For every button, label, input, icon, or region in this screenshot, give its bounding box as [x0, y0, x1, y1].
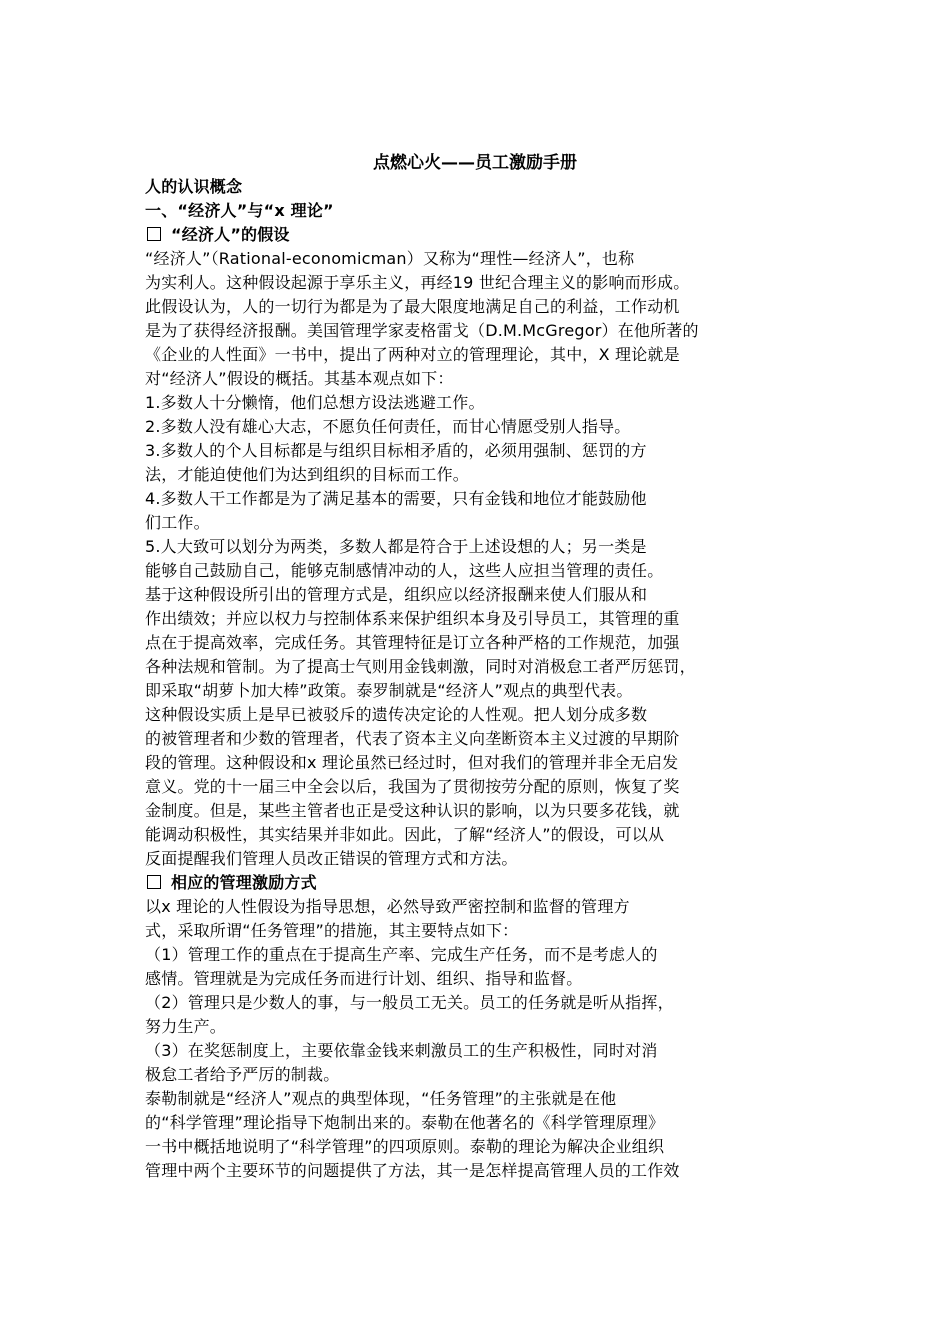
paragraph-line: 是为了获得经济报酬。美国管理学家麦格雷戈（D.M.McGregor）在他所著的: [145, 321, 699, 340]
section-heading: 人的认识概念: [145, 177, 243, 196]
paragraph-line: 一书中概括地说明了“科学管理”的四项原则。泰勒的理论为解决企业组织: [145, 1137, 665, 1156]
paragraph-line: 反面提醒我们管理人员改正错误的管理方式和方法。: [145, 849, 518, 868]
checkbox-icon: [147, 875, 161, 889]
list-item: 们工作。: [145, 513, 210, 532]
paragraph-line: 基于这种假设所引出的管理方式是，组织应以经济报酬来使人们服从和: [145, 585, 648, 604]
paragraph-line: 此假设认为，人的一切行为都是为了最大限度地满足自己的利益，工作动机: [145, 297, 680, 316]
subheading: 一、“经济人”与“x 理论”: [145, 201, 334, 220]
bullet-heading-text: “经济人”的假设: [171, 225, 290, 244]
paragraph-line: 金制度。但是，某些主管者也正是受这种认识的影响，以为只要多花钱，就: [145, 801, 680, 820]
paragraph-line: 为实利人。这种假设起源于享乐主义，再经19 世纪合理主义的影响而形成。: [145, 273, 690, 292]
paragraph-line: 点在于提高效率，完成任务。其管理特征是订立各种严格的工作规范，加强: [145, 633, 680, 652]
bullet-heading-text: 相应的管理激励方式: [171, 873, 317, 892]
paragraph-line: （1）管理工作的重点在于提高生产率、完成生产任务，而不是考虑人的: [145, 945, 658, 964]
paragraph-line: 努力生产。: [145, 1017, 227, 1036]
paragraph-line: 作出绩效；并应以权力与控制体系来保护组织本身及引导员工，其管理的重: [145, 609, 680, 628]
list-item: 法，才能迫使他们为达到组织的目标而工作。: [145, 465, 470, 484]
paragraph-line: 对“经济人”假设的概括。其基本观点如下：: [145, 369, 454, 388]
paragraph-line: （2）管理只是少数人的事，与一般员工无关。员工的任务就是听从指挥，: [145, 993, 674, 1012]
list-item: 4.多数人干工作都是为了满足基本的需要，只有金钱和地位才能鼓励他: [145, 489, 647, 508]
paragraph-line: 泰勒制就是“经济人”观点的典型体现，“任务管理”的主张就是在他: [145, 1089, 617, 1108]
checkbox-icon: [147, 227, 161, 241]
paragraph-line: 即采取“胡萝卜加大棒”政策。泰罗制就是“经济人”观点的典型代表。: [145, 681, 633, 700]
list-item: 3.多数人的个人目标都是与组织目标相矛盾的，必须用强制、惩罚的方: [145, 441, 647, 460]
paragraph-line: 以x 理论的人性假设为指导思想，必然导致严密控制和监督的管理方: [145, 897, 630, 916]
paragraph-line: （3）在奖惩制度上，主要依靠金钱来刺激员工的生产积极性，同时对消: [145, 1041, 658, 1060]
paragraph-line: 感情。管理就是为完成任务而进行计划、组织、指导和监督。: [145, 969, 583, 988]
paragraph-line: 《企业的人性面》一书中，提出了两种对立的管理理论，其中，X 理论就是: [145, 345, 680, 364]
list-item: 能够自己鼓励自己，能够克制感情冲动的人，这些人应担当管理的责任。: [145, 561, 664, 580]
paragraph-line: 式，采取所谓“任务管理”的措施，其主要特点如下：: [145, 921, 519, 940]
paragraph-line: “经济人”（Rational-economicman）又称为“理性—经济人”，也称: [145, 249, 635, 268]
paragraph-line: 意义。党的十一届三中全会以后，我国为了贯彻按劳分配的原则，恢复了奖: [145, 777, 680, 796]
paragraph-line: 的“科学管理”理论指导下炮制出来的。泰勒在他著名的《科学管理原理》: [145, 1113, 665, 1132]
bullet-heading: [145, 223, 795, 247]
document-title: 点燃心火——员工激励手册: [373, 153, 577, 173]
paragraph-line: 段的管理。这种假设和x 理论虽然已经过时，但对我们的管理并非全无启发: [145, 753, 679, 772]
list-item: 1.多数人十分懒惰，他们总想方设法逃避工作。: [145, 393, 485, 412]
list-item: 2.多数人没有雄心大志，不愿负任何责任，而甘心情愿受别人指导。: [145, 417, 631, 436]
list-item: 5.人大致可以划分为两类，多数人都是符合于上述设想的人；另一类是: [145, 537, 647, 556]
paragraph-line: 的被管理者和少数的管理者，代表了资本主义向垄断资本主义过渡的早期阶: [145, 729, 680, 748]
paragraph-line: 这种假设实质上是早已被驳斥的遗传决定论的人性观。把人划分成多数: [145, 705, 648, 724]
paragraph-line: 能调动积极性，其实结果并非如此。因此，了解“经济人”的假设，可以从: [145, 825, 665, 844]
paragraph-line: 管理中两个主要环节的问题提供了方法，其一是怎样提高管理人员的工作效: [145, 1161, 680, 1180]
paragraph-line: 极怠工者给予严厉的制裁。: [145, 1065, 340, 1084]
paragraph-line: 各种法规和管制。为了提高士气则用金钱刺激，同时对消极怠工者严厉惩罚，: [145, 657, 696, 676]
bullet-heading: [145, 871, 795, 895]
